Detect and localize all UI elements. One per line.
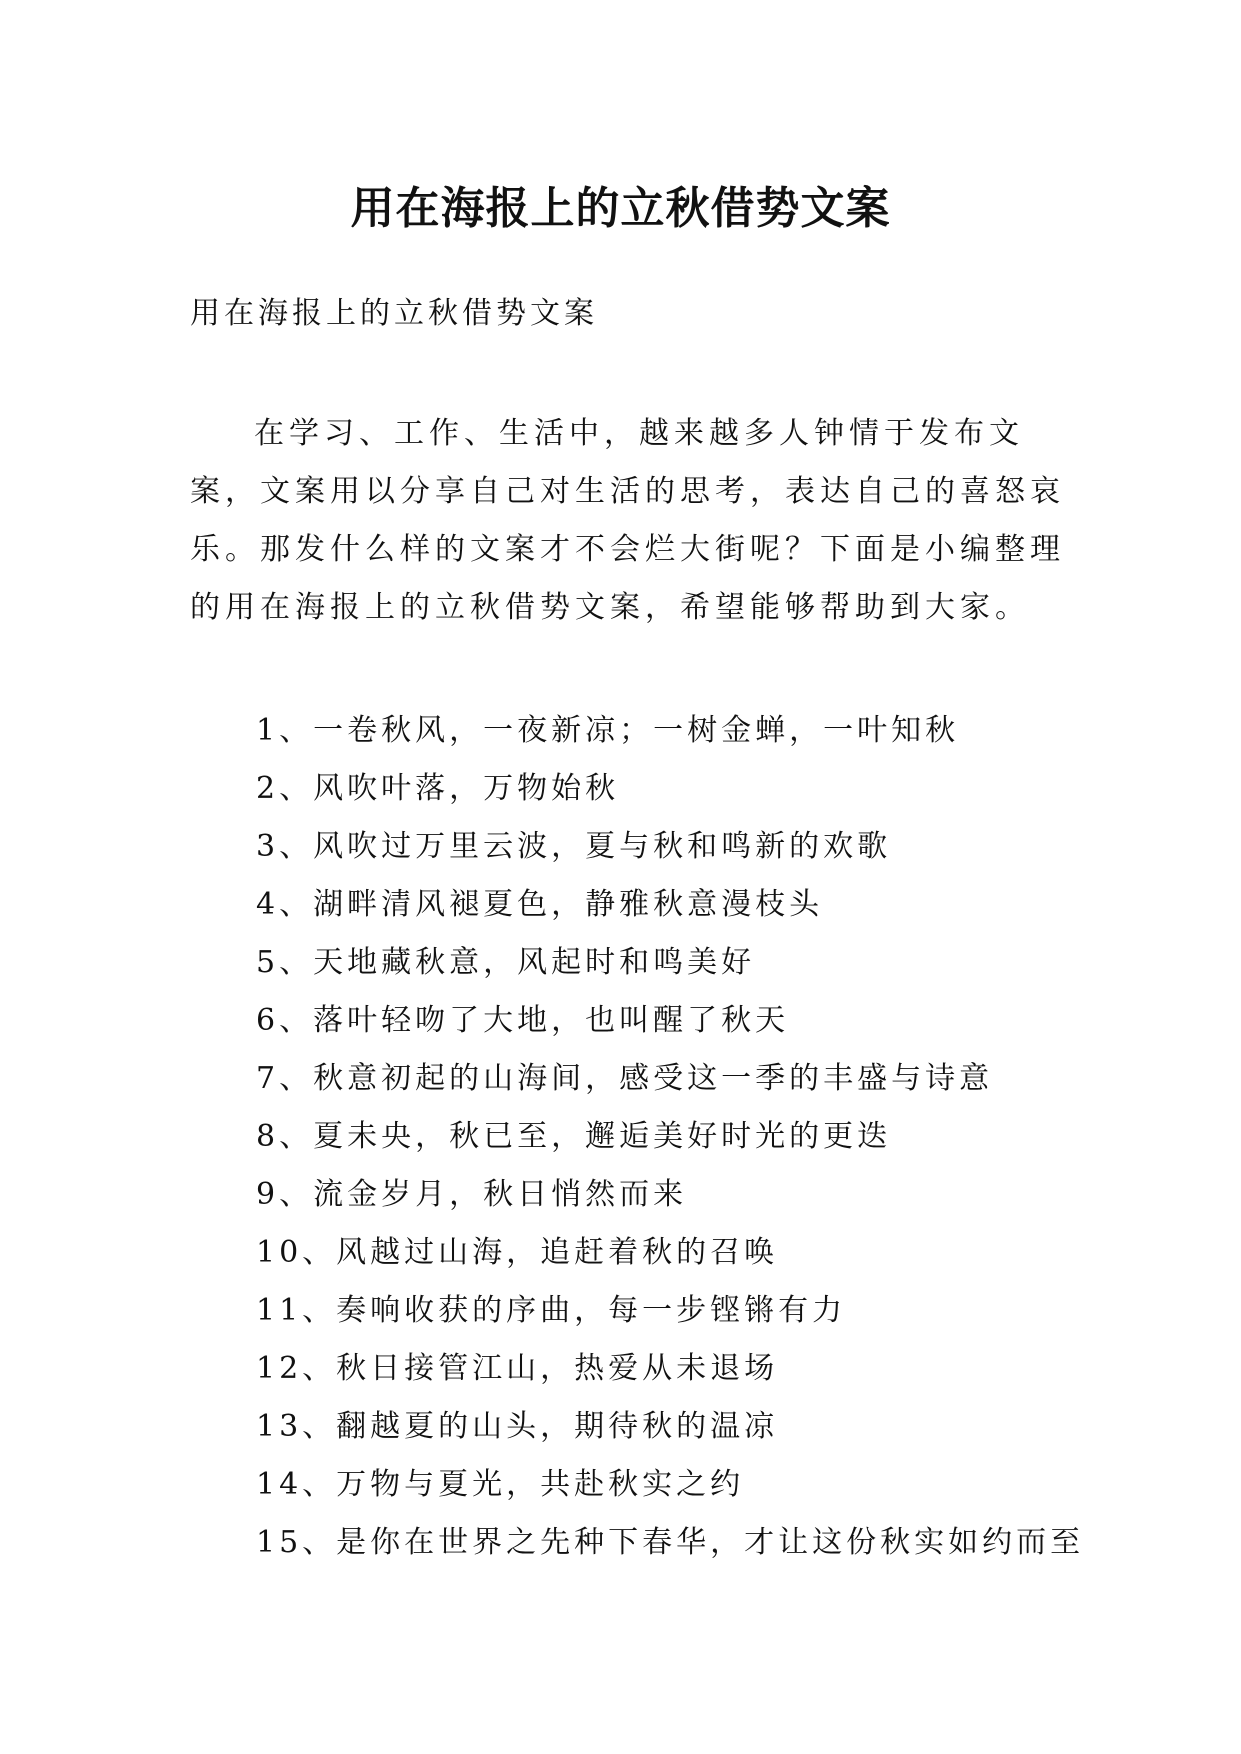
intro-paragraph: 在学习、工作、生活中，越来越多人钟情于发布文案，文案用以分享自己对生活的思考，表达自己的喜怒哀乐。那发什么样的文案才不会烂大街呢？下面是小编整理的用在海报上的立秋借势文案，希望能够帮助到大家。 (190, 416, 1065, 625)
page-title: 用在海报上的立秋借势文案 (350, 183, 891, 235)
list-item: 9、流金岁月，秋日悄然而来 (256, 1177, 688, 1212)
list-item: 15、是你在世界之先种下春华，才让这份秋实如约而至 (256, 1525, 1085, 1560)
slogan-list (256, 702, 1084, 1572)
list-item: 5、天地藏秋意，风起时和鸣美好 (256, 945, 756, 980)
document-subtitle: 用在海报上的立秋借势文案 (190, 296, 598, 331)
list-item: 4、湖畔清风褪夏色，静雅秋意漫枝头 (256, 887, 824, 922)
list-item: 14、万物与夏光，共赴秋实之约 (256, 1467, 745, 1502)
list-item: 8、夏未央，秋已至，邂逅美好时光的更迭 (256, 1119, 892, 1154)
list-item: 11、奏响收获的序曲，每一步铿锵有力 (256, 1293, 847, 1328)
list-item: 13、翻越夏的山头，期待秋的温凉 (256, 1409, 779, 1444)
list-item: 6、落叶轻吻了大地，也叫醒了秋天 (256, 1003, 790, 1038)
list-item: 7、秋意初起的山海间，感受这一季的丰盛与诗意 (256, 1061, 994, 1096)
list-item: 2、风吹叶落，万物始秋 (256, 771, 620, 806)
list-item: 3、风吹过万里云波，夏与秋和鸣新的欢歌 (256, 829, 892, 864)
list-item: 10、风越过山海，追赶着秋的召唤 (256, 1235, 779, 1270)
list-item: 1、一卷秋风，一夜新凉；一树金蝉，一叶知秋 (256, 713, 960, 748)
list-item: 12、秋日接管江山，热爱从未退场 (256, 1351, 779, 1386)
